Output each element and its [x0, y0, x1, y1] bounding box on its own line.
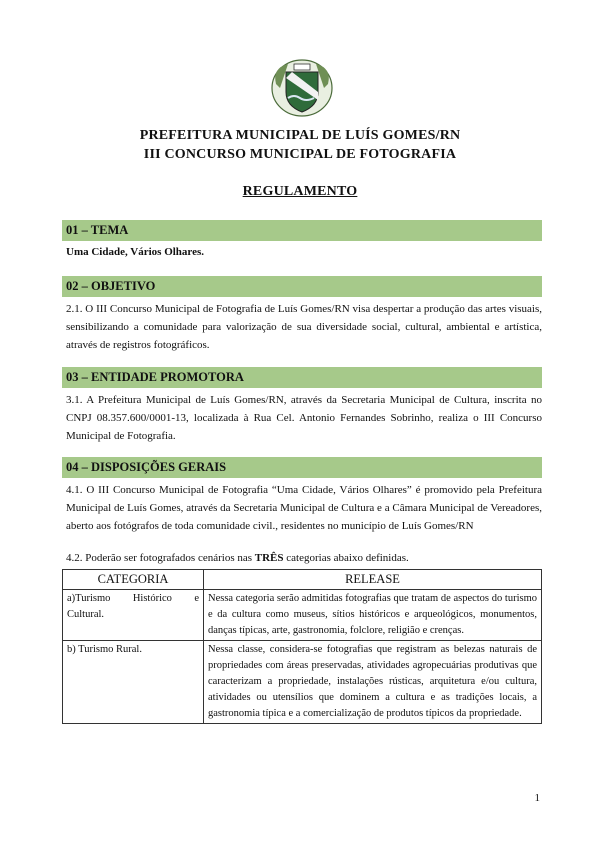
- header-concurso: III CONCURSO MUNICIPAL DE FOTOGRAFIA: [143, 147, 457, 162]
- header-regulamento: REGULAMENTO: [242, 184, 358, 199]
- promotora-text: 3.1. A Prefeitura Municipal de Luís Gomes/RN, através da Secretaria Municipal de Cultura, inscrita no CNPJ 08.357.600/0001-13, localizada à Rua Cel. Antonio Fernandes Sobrinho, realiza o III Concurso Municipal de Fotografia.: [66, 394, 542, 442]
- disposicoes-paragraph-4-1: 4.1. O III Concurso Municipal de Fotografia “Uma Cidade, Vários Olhares” é promovido pela Prefeitura Municipal de Luís Gomes, através da Secretaria Municipal de Cultura e a Câmara Municipal de Vereadores, aberto aos fotógrafos de toda comunidade civil., residentes no município de Luís Gomes/RN: [66, 484, 542, 532]
- categories-table: [62, 569, 542, 724]
- categoria-cell: a)Turismo Histórico e Cultural.: [63, 590, 204, 641]
- disposicoes-paragraph-4-2: 4.2. Poderão ser fotografados cenários nas TRÊS categorias abaixo definidas.: [66, 552, 409, 564]
- release-cell: Nessa categoria serão admitidas fotografias que tratam de aspectos do turismo e da cultura como museus, sítios históricos e arqueológicos, monumentos, danças típicas, arte, gastronomia, folclore, religião e crenças.: [204, 590, 542, 641]
- table-row: [63, 641, 542, 724]
- release-cell: Nessa classe, considera-se fotografias que registram as belezas naturais de propriedades com áreas preservadas, atividades agropecuárias produtivas que caracterizam a propriedade, instalações rústicas, arquitetura e/ou cultura, atividades ou utensílios que dominem a cultura e as tradições locais, a gastronomia típica e a comercialização de produtos típicos da propriedade.: [204, 641, 542, 724]
- categoria-cell: b) Turismo Rural.: [63, 641, 204, 724]
- page-number: 1: [534, 792, 540, 804]
- section-entidade-promotora: 03 – ENTIDADE PROMOTORA: [62, 367, 542, 388]
- objetivo-text: 2.1. O III Concurso Municipal de Fotografia de Luís Gomes/RN visa despertar a produção das artes visuais, sensibilizando a comunidade para valorização de sua diversidade social, cultural, ambiental e artística, através de registros fotográficos.: [66, 303, 542, 351]
- tema-text: Uma Cidade, Vários Olhares.: [66, 246, 205, 258]
- section-tema: 01 – TEMA: [62, 220, 542, 241]
- column-header-release: RELEASE: [204, 570, 542, 590]
- table-row: [63, 590, 542, 641]
- column-header-categoria: CATEGORIA: [63, 570, 204, 590]
- table-header-row: [63, 570, 542, 590]
- municipal-crest-logo: [270, 58, 334, 118]
- section-objetivo: 02 – OBJETIVO: [62, 276, 542, 297]
- section-disposicoes-gerais: 04 – DISPOSIÇÕES GERAIS: [62, 457, 542, 478]
- header-prefeitura: PREFEITURA MUNICIPAL DE LUÍS GOMES/RN: [139, 128, 461, 143]
